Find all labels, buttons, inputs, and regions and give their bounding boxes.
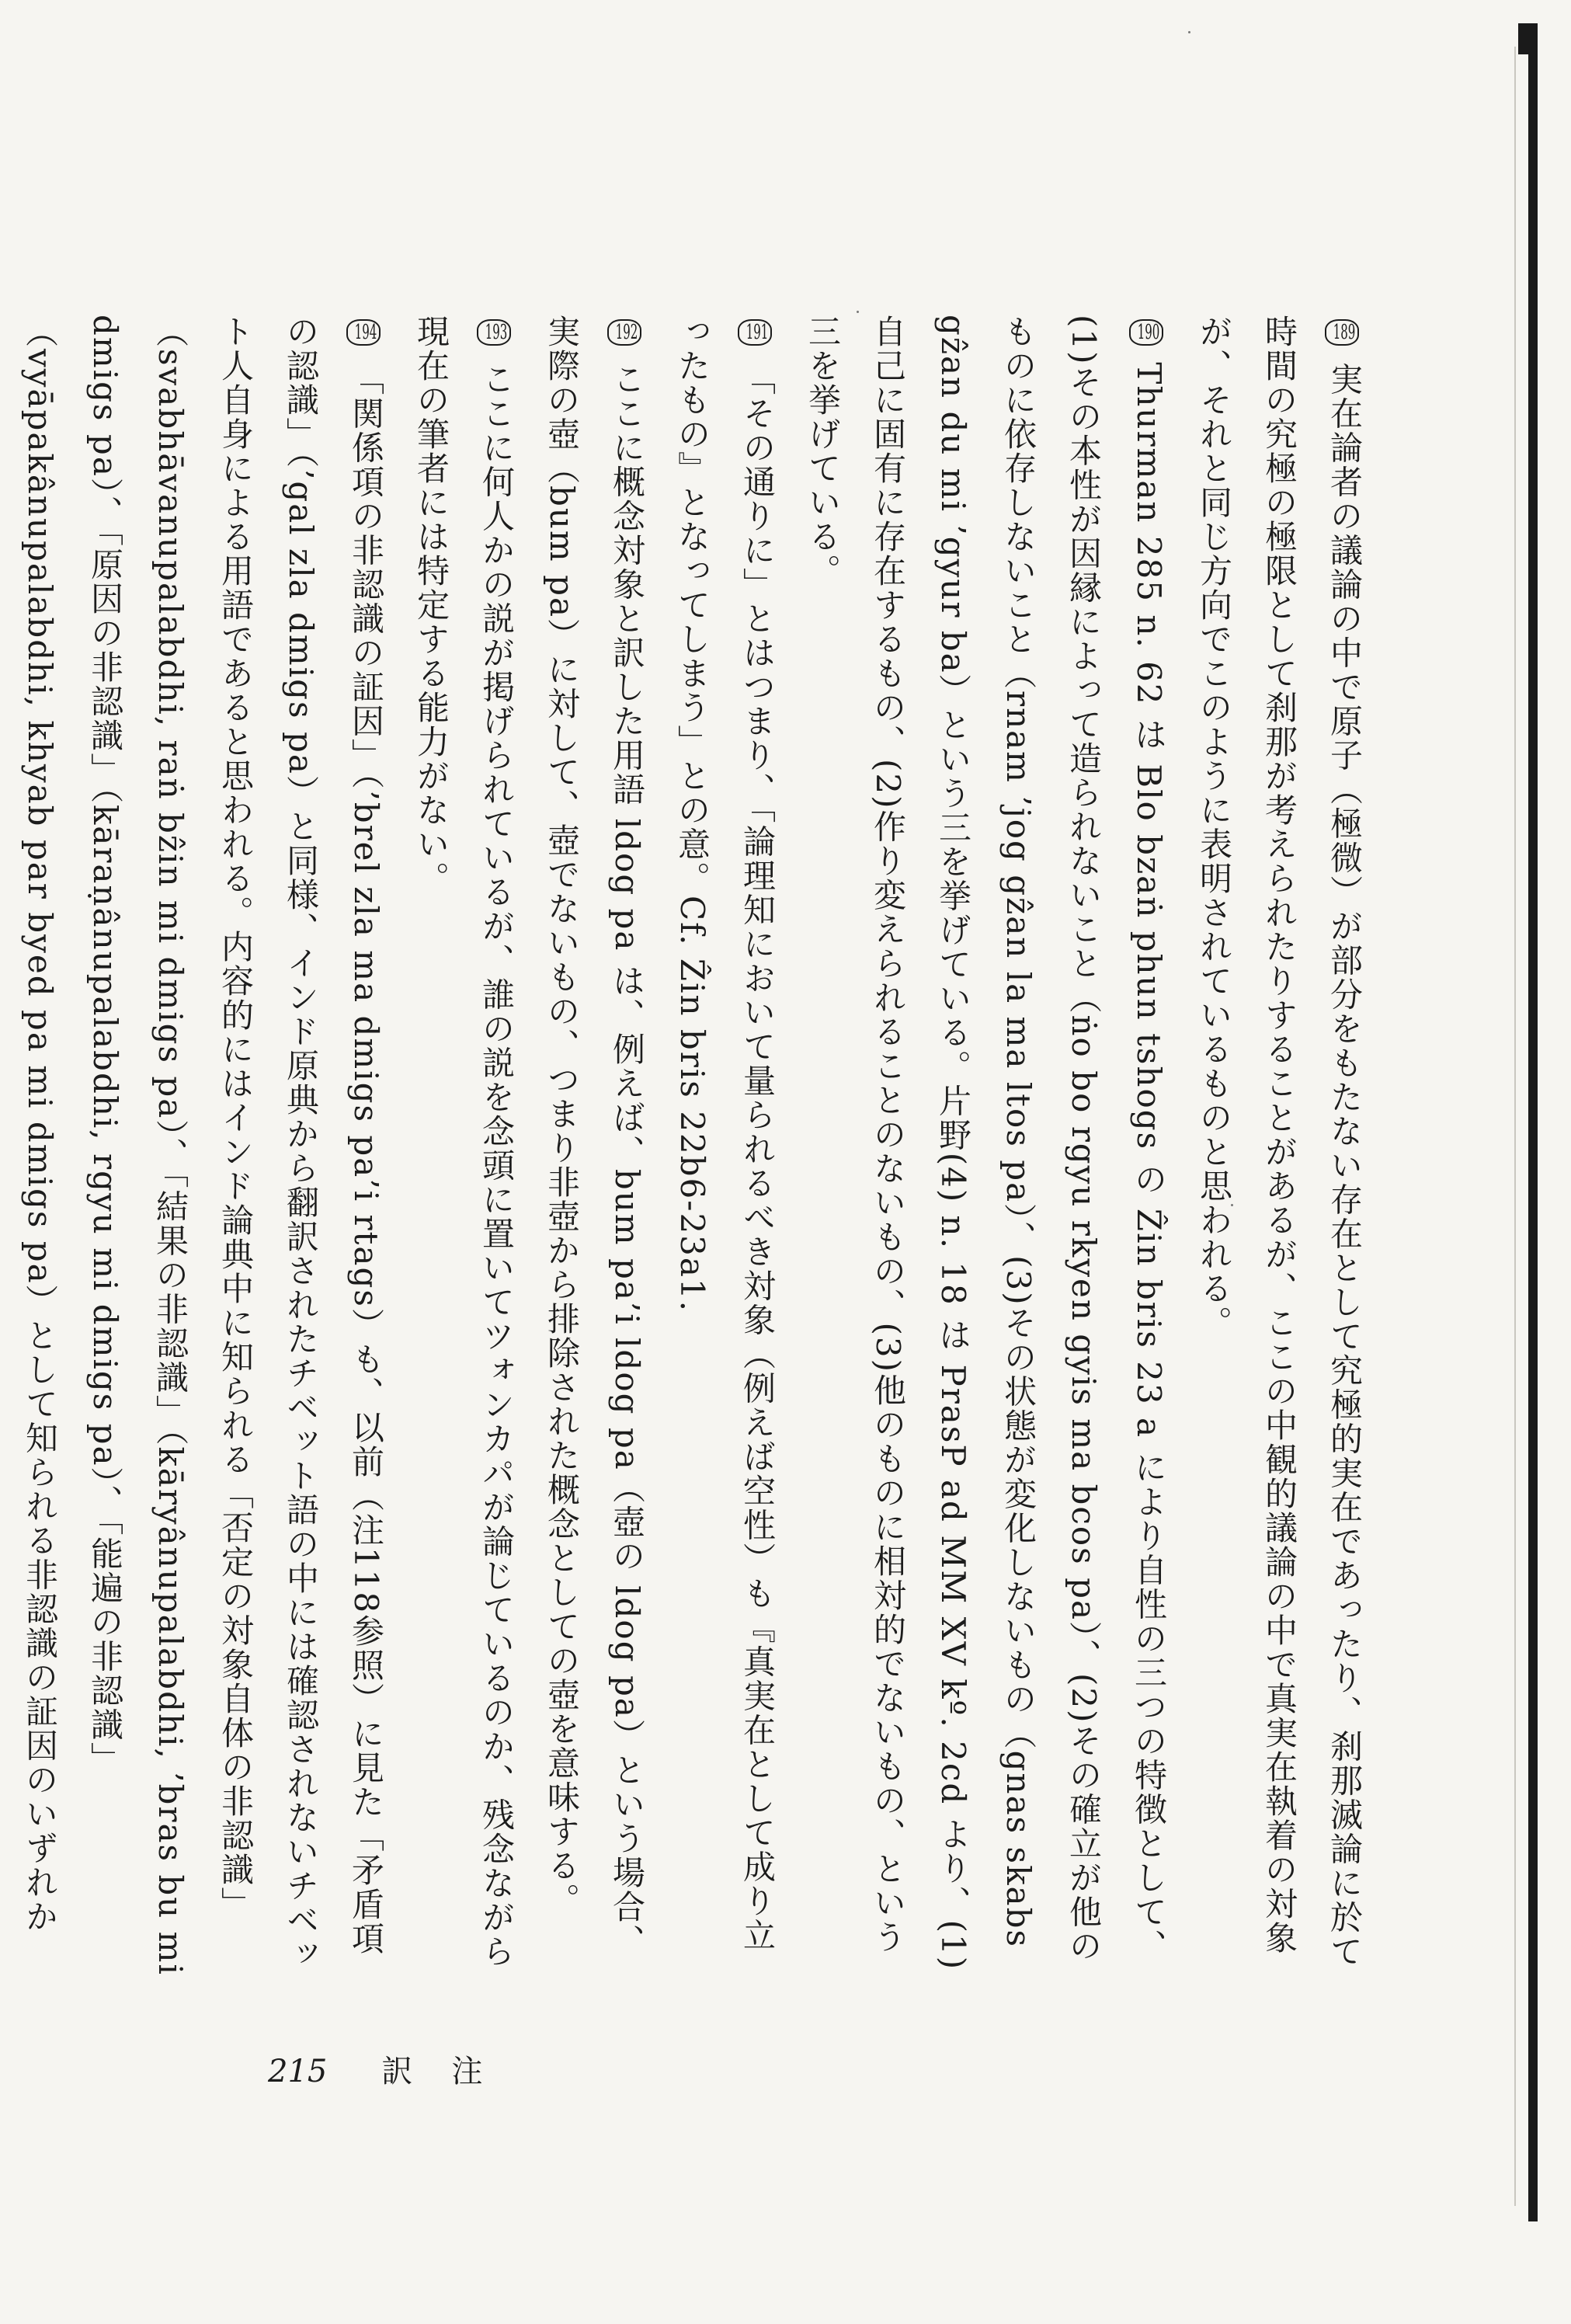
note-text: ここに概念対象と訳した用語 ldog pa は、例えば、bum pa’i ldog pa（壺の ldog pa）という場合、実際の壺（bum pa）に対して、壺でないもの、つまり非壺から排除された概念としての壺を意味する。 — [543, 315, 646, 1958]
note-189 — [1181, 315, 1377, 1981]
scan-speck — [1188, 31, 1190, 33]
note-number: 191 — [738, 319, 772, 346]
note-number: 189 — [1325, 319, 1359, 346]
note-194 — [0, 315, 398, 1981]
note-text: Thurman 285 n. 62 は Blo bzaṅ phun tshogs の Ẑin bris 23 a により自性の三つの特徴として、(1)その本性が因縁によって造られないこと（ṅo bo rgyu rkyen gyis ma bcos pa）、(2)その確立が他のものに依存しないこと（rnam ’jog gẑan la ma ltos pa）、(3)その状態が変化しないもの（gnas skabs gẑan du mi ’gyur ba）という三を挙げている。片野(4) n. 18 は PrasP ad MM XV kº. 2cd より、(1)自己に固有に存在するもの、(2)作り変えられることのないもの、(3)他のものに相対的でないもの、という三を挙げている。 — [804, 315, 1168, 1971]
note-text: ここに何人かの説が掲げられているが、誰の説を念頭に置いてツォンカパが論じているのか、残念ながら現在の筆者には特定する能力がない。 — [412, 315, 516, 1969]
note-193 — [398, 315, 529, 1981]
note-text: 実在論者の議論の中で原子（極微）が部分をもたない存在として究極的実在であったり、刹那滅論に於て時間の究極の極限として刹那が考えられたりすることがあるが、ここの中観的議論の中で真実在執着の対象が、それと同じ方向でこのように表明されているものと思われる。 — [1195, 315, 1364, 1969]
translator-notes — [21, 315, 1377, 1981]
note-number: 190 — [1129, 319, 1163, 346]
note-number: 194 — [346, 319, 381, 346]
note-191 — [659, 315, 790, 1981]
note-number: 192 — [607, 319, 641, 346]
page-footer — [268, 2047, 521, 2091]
binding-edge — [1528, 23, 1538, 2221]
scan-speck — [857, 311, 859, 313]
running-head: 訳注 — [381, 2054, 522, 2089]
note-190 — [790, 315, 1181, 1981]
note-number: 193 — [477, 319, 511, 346]
page-gutter-line — [1514, 47, 1516, 2206]
note-192 — [529, 315, 659, 1981]
page-number: 215 — [268, 2054, 328, 2089]
note-text: 「関係項の非認識の証因」（’brel zla ma dmigs pa’i rtags）も、以前（注118参照）に見た「矛盾項の認識」（’gal zla dmigs pa）と同様、インド原典から翻訳されたチベット語の中には確認されないチベット人自身による用語であると思われる。内容的にはインド論典中に知られる「否定の対象自体の非認識」（svabhāvanupalabdhi, raṅ bẑin mi dmigs pa）、「結果の非認識」（kāryânupalabdhi, ’bras bu mi dmigs pa）、「原因の非認識」（kāraṇânupalabdhi, rgyu mi dmigs pa）、「能遍の非認識」（vyāpakânupalabdhi, khyab par byed pa mi dmigs pa）として知られる非認識の証因のいずれか — [21, 315, 385, 1976]
note-text: 「その通りに」とはつまり、「論理知において量られるべき対象（例えば空性）も『真実在として成り立ったもの』となってしまう」との意。Cf. Ẑin bris 22b6-23a1. — [673, 315, 777, 1953]
